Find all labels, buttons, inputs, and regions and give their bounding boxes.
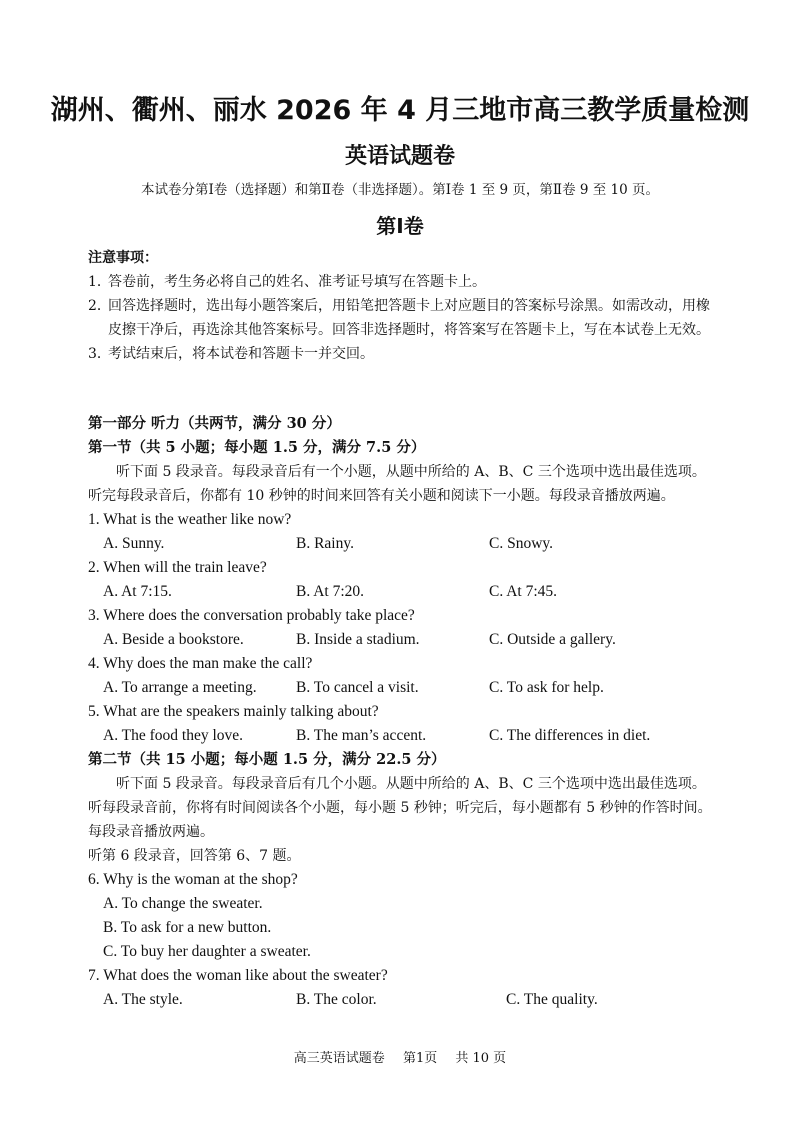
note-number: 3． <box>88 346 111 362</box>
note-text: 回答选择题时，选出每小题答案后，用铅笔把答题卡上对应题目的答案标号涂黑。如需改动，用橡皮擦干净后，再选涂其他答案标号。回答非选择题时，将答案写在答题卡上，写在本试卷上无效。 <box>108 298 710 338</box>
footer-page-number: 第1页 <box>402 1051 438 1066</box>
option-b: B. Rainy. <box>296 535 354 552</box>
section1-heading: 第一节（共 5 小题；每小题 1.5 分，满分 7.5 分） <box>88 439 426 456</box>
option-c: C. The quality. <box>506 991 598 1008</box>
question-1-options <box>88 532 718 556</box>
note-item <box>88 342 718 366</box>
option-a: A. Beside a bookstore. <box>103 631 244 648</box>
option-c: C. Snowy. <box>489 535 554 552</box>
section2-instructions: 听下面 5 段录音。每段录音后有几个小题。从题中所给的 A、B、C 三个选项中选出最佳选项。听每段录音前，你将有时间阅读各个小题，每小题 5 秒钟；听完后，每小题都有 5 秒钟的作答时间。每段录音播放两遍。 <box>88 776 712 840</box>
option-a: A. At 7:15. <box>103 583 172 600</box>
notes-section <box>88 246 718 366</box>
question-5: 5. What are the speakers mainly talking about? <box>88 703 379 720</box>
footer-total-pages: 共 10 页 <box>455 1051 507 1066</box>
option-a: A. To change the sweater. <box>103 895 263 912</box>
page-footer <box>0 1047 800 1066</box>
note-item <box>88 270 718 294</box>
option-b: B. At 7:20. <box>296 583 365 600</box>
listening-part <box>88 412 718 1012</box>
exam-intro: 本试卷分第Ⅰ卷（选择题）和第Ⅱ卷（非选择题）。第Ⅰ卷 1 至 9 页，第Ⅱ卷 9 至 10 页。 <box>140 182 660 198</box>
exam-title: 湖州、衢州、丽水 2026 年 4 月三地市高三教学质量检测 <box>50 95 750 126</box>
question-3-options <box>88 628 718 652</box>
option-a: A. To arrange a meeting. <box>103 679 257 696</box>
option-b: B. The man’s accent. <box>296 727 427 744</box>
section1-instructions: 听下面 5 段录音。每段录音后有一个小题，从题中所给的 A、B、C 三个选项中选出最佳选项。听完每段录音后，你都有 10 秒钟的时间来回答有关小题和阅读下一小题。每段录音播放两遍。 <box>88 464 706 504</box>
question-3: 3. Where does the conversation probably take place? <box>88 607 415 624</box>
question-1: 1. What is the weather like now? <box>88 511 292 528</box>
question-7: 7. What does the woman like about the sweater? <box>88 967 388 984</box>
option-c: C. Outside a gallery. <box>489 631 616 648</box>
question-4: 4. Why does the man make the call? <box>88 655 313 672</box>
option-a: A. The food they love. <box>103 727 244 744</box>
notes-title: 注意事项： <box>88 250 158 266</box>
option-b: B. The color. <box>296 991 377 1008</box>
exam-subtitle: 英语试题卷 <box>344 144 455 169</box>
option-b: B. To cancel a visit. <box>296 679 419 696</box>
recording-instruction: 听第 6 段录音，回答第 6、7 题。 <box>88 848 301 864</box>
question-6: 6. Why is the woman at the shop? <box>88 871 298 888</box>
footer-exam-name: 高三英语试题卷 <box>293 1051 385 1066</box>
section2-heading: 第二节（共 15 小题；每小题 1.5 分，满分 22.5 分） <box>88 751 446 768</box>
note-text: 考试结束后，将本试卷和答题卡一并交回。 <box>108 346 374 362</box>
question-4-options <box>88 676 718 700</box>
option-b: B. Inside a stadium. <box>296 631 420 648</box>
question-2: 2. When will the train leave? <box>88 559 267 576</box>
option-a: A. The style. <box>103 991 183 1008</box>
part-heading: 第一部分 听力（共两节，满分 30 分） <box>88 415 341 432</box>
question-2-options <box>88 580 718 604</box>
option-b: B. To ask for a new button. <box>103 919 272 936</box>
option-c: C. The differences in diet. <box>489 727 651 744</box>
option-c: C. At 7:45. <box>489 583 558 600</box>
question-7-options <box>88 988 718 1012</box>
volume-heading: 第Ⅰ卷 <box>376 214 424 238</box>
option-c: C. To ask for help. <box>489 679 604 696</box>
note-item <box>88 294 718 342</box>
note-number: 1． <box>88 274 111 290</box>
question-5-options <box>88 724 718 748</box>
note-number: 2． <box>88 298 111 314</box>
note-text: 答卷前，考生务必将自己的姓名、准考证号填写在答题卡上。 <box>108 274 486 290</box>
option-c: C. To buy her daughter a sweater. <box>103 943 311 960</box>
option-a: A. Sunny. <box>103 535 165 552</box>
